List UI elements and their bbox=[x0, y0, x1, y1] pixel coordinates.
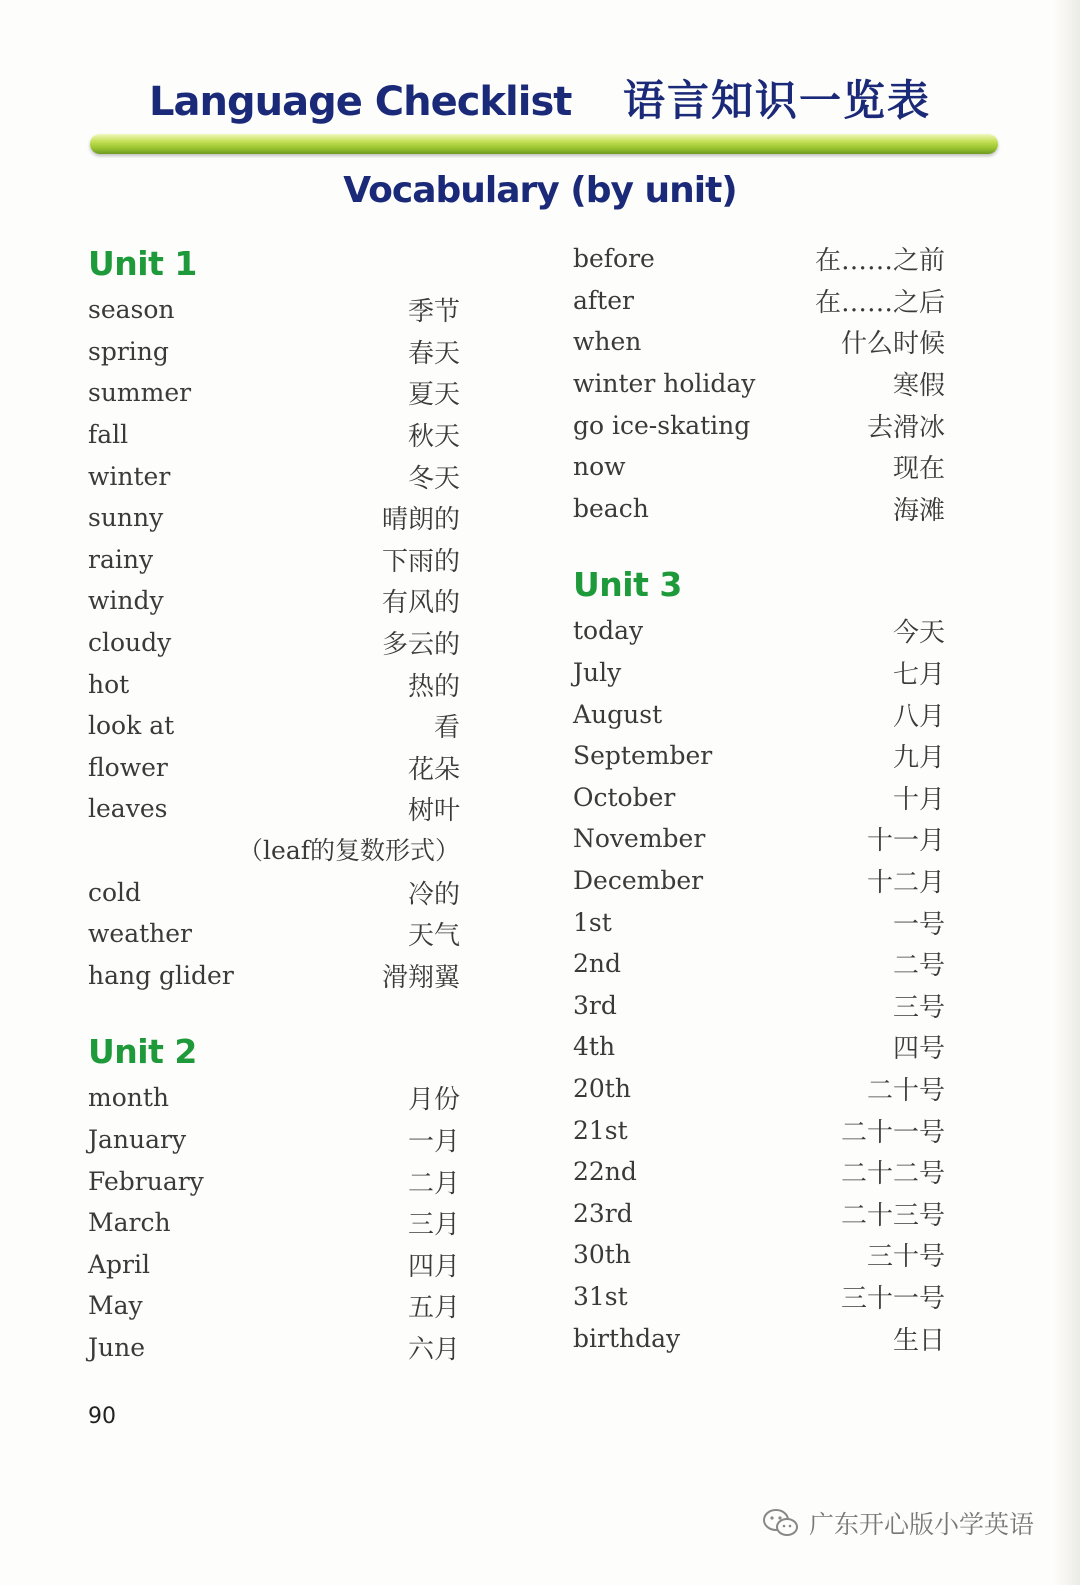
word-english: fall bbox=[88, 420, 129, 450]
word-row bbox=[88, 1202, 460, 1244]
word-row bbox=[573, 1234, 945, 1276]
word-row bbox=[88, 955, 460, 997]
word-chinese: 什么时候 bbox=[840, 329, 945, 360]
word-row bbox=[573, 860, 945, 902]
wechat-icon bbox=[761, 1508, 801, 1538]
word-chinese: 八月 bbox=[892, 701, 945, 732]
word-english: April bbox=[88, 1249, 150, 1279]
word-chinese: 九月 bbox=[892, 743, 945, 774]
word-chinese: 十二月 bbox=[866, 868, 945, 899]
word-english: 2nd bbox=[573, 949, 622, 979]
word-english: 30th bbox=[573, 1240, 631, 1270]
word-english: October bbox=[573, 782, 676, 812]
word-row bbox=[573, 1026, 945, 1068]
word-row bbox=[88, 747, 460, 789]
word-row bbox=[573, 818, 945, 860]
unit-2-heading: Unit 2 bbox=[88, 1032, 197, 1072]
word-chinese: 三月 bbox=[407, 1210, 460, 1241]
unit-spacer bbox=[573, 529, 945, 559]
word-chinese: 滑翔翼 bbox=[381, 962, 460, 993]
word-chinese: 下雨的 bbox=[381, 546, 460, 577]
unit-1-heading: Unit 1 bbox=[88, 244, 197, 283]
word-row bbox=[88, 1327, 460, 1369]
word-row bbox=[88, 580, 460, 622]
word-chinese: 月份 bbox=[407, 1085, 460, 1116]
word-english: leaves bbox=[88, 794, 168, 824]
word-english: winter holiday bbox=[573, 369, 756, 399]
word-chinese: 五月 bbox=[407, 1293, 460, 1324]
watermark bbox=[761, 1505, 1034, 1541]
word-chinese: 六月 bbox=[407, 1334, 460, 1365]
word-english: cloudy bbox=[88, 628, 172, 658]
word-row bbox=[88, 497, 460, 539]
word-row bbox=[88, 1077, 460, 1119]
word-chinese: 冬天 bbox=[407, 463, 460, 494]
word-chinese: 三十号 bbox=[866, 1242, 945, 1273]
word-chinese: 二十一号 bbox=[840, 1117, 945, 1148]
word-row bbox=[573, 1276, 945, 1318]
word-row bbox=[573, 446, 945, 488]
word-chinese: 夏天 bbox=[407, 380, 460, 411]
word-chinese: 今天 bbox=[892, 618, 945, 649]
word-row bbox=[573, 321, 945, 363]
title-divider-bar bbox=[90, 134, 998, 154]
word-english: go ice-skating bbox=[573, 410, 751, 440]
word-chinese: 二十二号 bbox=[840, 1159, 945, 1190]
word-english: January bbox=[88, 1124, 187, 1154]
word-english: when bbox=[573, 327, 642, 357]
left-column bbox=[88, 238, 460, 1368]
word-row bbox=[573, 280, 945, 322]
word-row bbox=[88, 705, 460, 747]
word-row bbox=[88, 331, 460, 373]
word-row bbox=[88, 289, 460, 331]
page-title-chinese: 语言知识一览表 bbox=[622, 76, 931, 125]
word-chinese: 冷的 bbox=[407, 879, 460, 910]
word-row bbox=[88, 871, 460, 913]
word-english: birthday bbox=[573, 1323, 681, 1353]
word-chinese: 二号 bbox=[892, 951, 945, 982]
word-english: November bbox=[573, 824, 706, 854]
word-row bbox=[573, 363, 945, 405]
word-english: 21st bbox=[573, 1115, 628, 1145]
word-chinese: 十月 bbox=[892, 784, 945, 815]
word-chinese: 现在 bbox=[892, 454, 945, 485]
word-chinese: 海滩 bbox=[892, 495, 945, 526]
word-row bbox=[573, 1192, 945, 1234]
word-english: 31st bbox=[573, 1281, 628, 1311]
word-english: December bbox=[573, 866, 704, 896]
word-english: rainy bbox=[88, 544, 154, 574]
right-column bbox=[573, 238, 945, 1359]
word-chinese: 二月 bbox=[407, 1168, 460, 1199]
word-chinese: 七月 bbox=[892, 660, 945, 691]
page-number: 90 bbox=[88, 1404, 116, 1429]
word-chinese: 晴朗的 bbox=[381, 505, 460, 536]
word-chinese: 春天 bbox=[407, 338, 460, 369]
word-chinese: 一月 bbox=[407, 1126, 460, 1157]
word-row bbox=[88, 1119, 460, 1161]
word-english: weather bbox=[88, 919, 192, 949]
word-chinese: 季节 bbox=[407, 297, 460, 328]
word-row bbox=[88, 372, 460, 414]
section-subtitle: Vocabulary (by unit) bbox=[343, 170, 737, 211]
word-english: now bbox=[573, 452, 626, 482]
page-title-english: Language Checklist bbox=[149, 79, 572, 125]
word-english: season bbox=[88, 295, 175, 325]
word-english: 20th bbox=[573, 1073, 631, 1103]
word-row bbox=[88, 414, 460, 456]
page-title bbox=[0, 68, 1080, 128]
word-row bbox=[573, 901, 945, 943]
word-chinese: 二十三号 bbox=[840, 1200, 945, 1231]
word-english: 22nd bbox=[573, 1157, 637, 1187]
word-chinese: 多云的 bbox=[381, 630, 460, 661]
word-english: July bbox=[573, 658, 622, 688]
word-english: March bbox=[88, 1208, 171, 1238]
word-row bbox=[88, 788, 460, 830]
word-chinese: 热的 bbox=[407, 671, 460, 702]
word-chinese: 三号 bbox=[892, 992, 945, 1023]
word-english: hot bbox=[88, 669, 130, 699]
word-english: May bbox=[88, 1291, 143, 1321]
plural-note: （leaf的复数形式） bbox=[238, 835, 460, 865]
word-chinese: 去滑冰 bbox=[866, 412, 945, 443]
word-chinese: 四月 bbox=[407, 1251, 460, 1282]
unit-spacer bbox=[88, 996, 460, 1026]
word-chinese: 看 bbox=[433, 713, 460, 744]
word-chinese: 有风的 bbox=[381, 588, 460, 619]
word-row bbox=[573, 693, 945, 735]
word-english: flower bbox=[88, 752, 168, 782]
word-english: summer bbox=[88, 378, 192, 408]
word-english: 3rd bbox=[573, 990, 617, 1020]
word-row bbox=[573, 488, 945, 530]
page-edge-shadow bbox=[1054, 0, 1080, 1585]
word-chinese: 树叶 bbox=[407, 796, 460, 827]
word-row bbox=[573, 985, 945, 1027]
word-row bbox=[573, 1109, 945, 1151]
word-row bbox=[88, 1243, 460, 1285]
unit-3-heading: Unit 3 bbox=[573, 565, 682, 605]
word-row bbox=[88, 1285, 460, 1327]
word-chinese: 天气 bbox=[407, 921, 460, 952]
word-english: cold bbox=[88, 877, 142, 907]
word-chinese: 一号 bbox=[892, 909, 945, 940]
word-english: spring bbox=[88, 336, 169, 366]
word-row bbox=[573, 1151, 945, 1193]
word-row bbox=[573, 404, 945, 446]
word-english: look at bbox=[88, 711, 175, 741]
watermark-text: 广东开心版小学英语 bbox=[808, 1510, 1034, 1539]
word-chinese: 秋天 bbox=[407, 422, 460, 453]
word-row bbox=[573, 238, 945, 280]
word-english: after bbox=[573, 285, 634, 315]
word-english: August bbox=[573, 699, 663, 729]
word-english: hang glider bbox=[88, 960, 234, 990]
word-english: winter bbox=[88, 461, 171, 491]
word-row bbox=[573, 1068, 945, 1110]
word-english: 1st bbox=[573, 907, 612, 937]
word-english: beach bbox=[573, 493, 649, 523]
word-english: month bbox=[88, 1083, 170, 1113]
word-english: 4th bbox=[573, 1032, 616, 1062]
word-row bbox=[573, 1317, 945, 1359]
word-row bbox=[573, 777, 945, 819]
word-row bbox=[88, 455, 460, 497]
word-chinese: 生日 bbox=[892, 1325, 945, 1356]
word-row bbox=[88, 539, 460, 581]
word-english: September bbox=[573, 741, 713, 771]
word-row bbox=[88, 1160, 460, 1202]
word-chinese: 二十号 bbox=[866, 1075, 945, 1106]
word-row bbox=[573, 943, 945, 985]
word-chinese: 三十一号 bbox=[840, 1283, 945, 1314]
word-row bbox=[573, 652, 945, 694]
word-english: February bbox=[88, 1166, 204, 1196]
word-english: sunny bbox=[88, 503, 164, 533]
word-english: 23rd bbox=[573, 1198, 633, 1228]
word-chinese: 在……之后 bbox=[814, 287, 945, 318]
word-row bbox=[88, 913, 460, 955]
word-english: windy bbox=[88, 586, 164, 616]
word-chinese: 寒假 bbox=[892, 371, 945, 402]
word-english: June bbox=[88, 1332, 146, 1362]
word-chinese: 四号 bbox=[892, 1034, 945, 1065]
word-row bbox=[88, 622, 460, 664]
word-chinese: 十一月 bbox=[866, 826, 945, 857]
word-english: before bbox=[573, 244, 655, 274]
word-chinese: 花朵 bbox=[407, 754, 460, 785]
word-chinese: 在……之前 bbox=[814, 246, 945, 277]
word-row bbox=[573, 610, 945, 652]
word-english: today bbox=[573, 616, 644, 646]
word-row bbox=[88, 663, 460, 705]
word-row bbox=[573, 735, 945, 777]
